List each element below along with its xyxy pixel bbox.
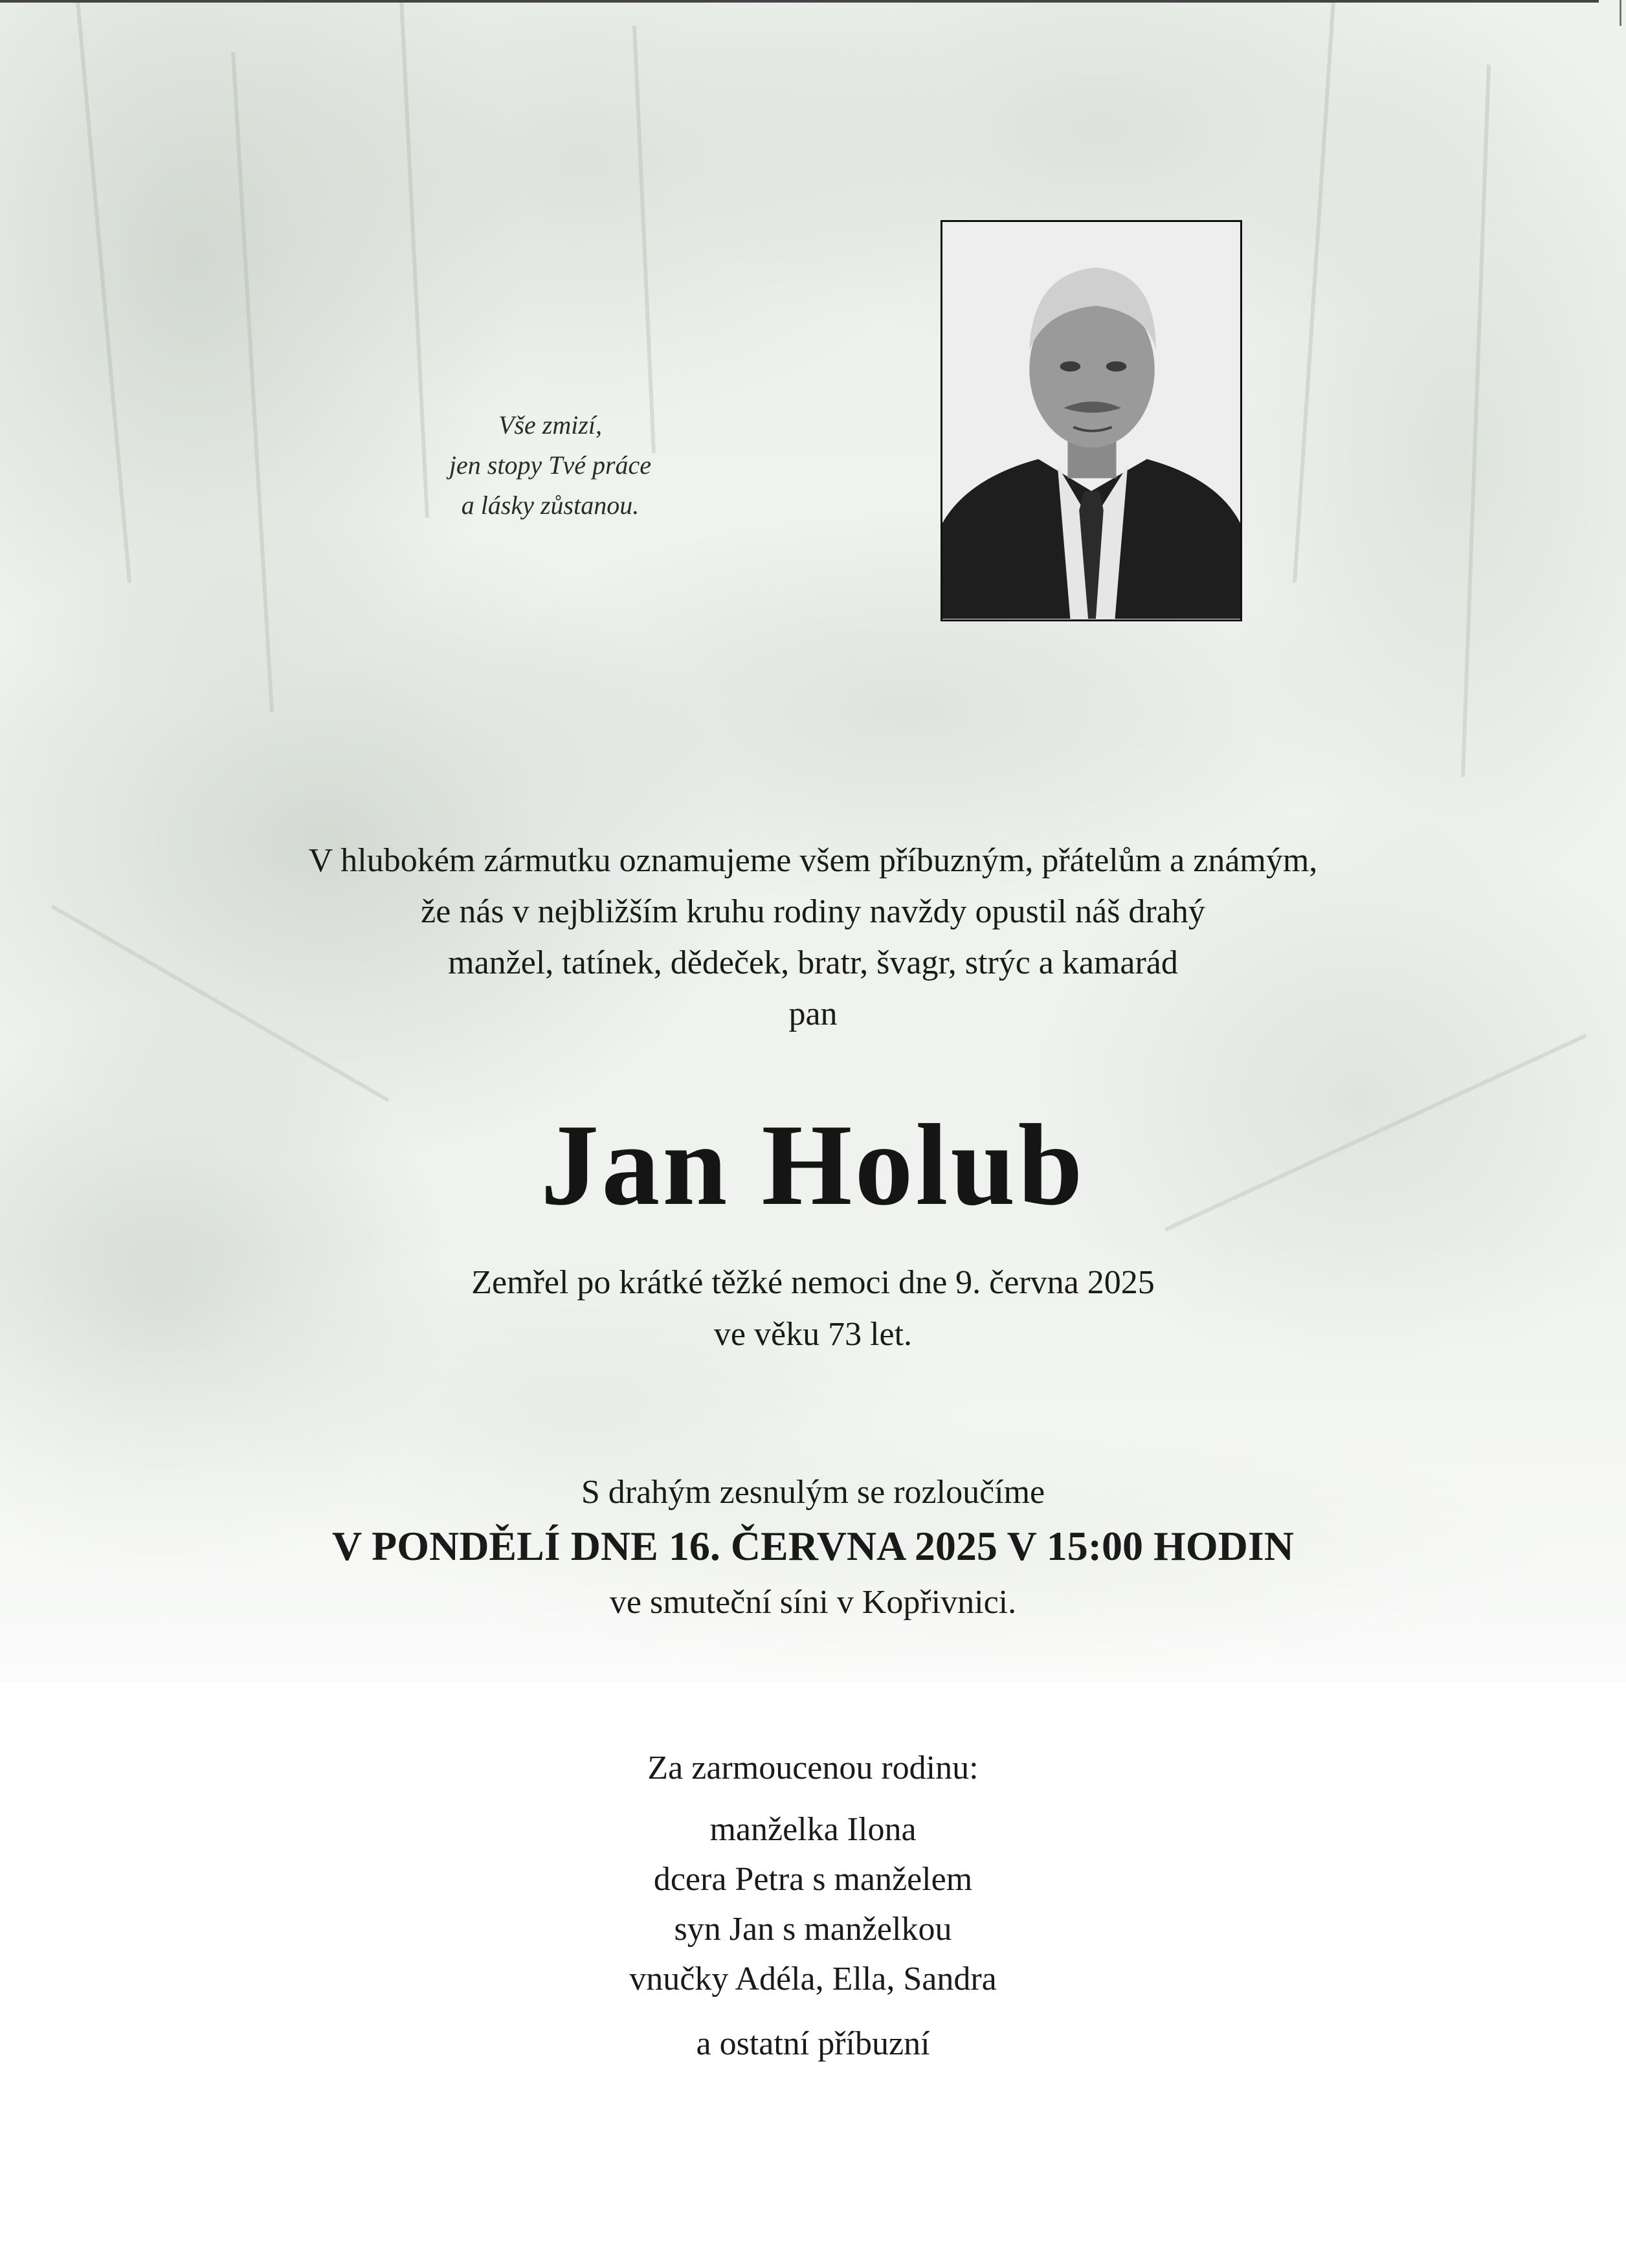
announcement-line: pan — [788, 995, 838, 1032]
farewell-location: ve smuteční síni v Kopřivnici. — [609, 1584, 1017, 1621]
announcement-text — [0, 835, 1626, 1040]
family-member: dcera Petra s manželem — [653, 1861, 973, 1898]
farewell-date-time: V PONDĚLÍ DNE 16. ČERVNA 2025 V 15:00 HODIN — [332, 1523, 1294, 1569]
scan-edge-mark — [1620, 0, 1621, 26]
portrait-photo-icon — [942, 222, 1240, 619]
memorial-quote — [362, 405, 738, 526]
family-member: syn Jan s manželkou — [674, 1911, 952, 1948]
deceased-name: Jan Holub — [540, 1100, 1086, 1229]
portrait-photo — [941, 220, 1242, 621]
death-line: Zemřel po krátké těžké nemoci dne 9. června 2025 — [471, 1264, 1155, 1301]
announcement-line: manžel, tatínek, dědeček, bratr, švagr, strýc a kamarád — [448, 944, 1178, 981]
family-member: manželka Ilona — [709, 1811, 917, 1848]
top-border-rule — [0, 0, 1599, 3]
quote-line: Vše zmizí, — [498, 410, 602, 439]
announcement-line: V hlubokém zármutku oznamujeme všem příbuzným, přátelům a známým, — [308, 842, 1318, 879]
quote-line: jen stopy Tvé práce — [449, 450, 652, 480]
family-others: a ostatní příbuzní — [696, 2025, 930, 2062]
announcement-line: že nás v nejbližším kruhu rodiny navždy opustil náš drahý — [421, 893, 1205, 930]
quote-line: a lásky zůstanou. — [461, 491, 640, 520]
family-members — [0, 1805, 1626, 2004]
death-line: ve věku 73 let. — [713, 1316, 913, 1353]
family-member: vnučky Adéla, Ella, Sandra — [629, 1961, 997, 1997]
farewell-intro: S drahým zesnulým se rozloučíme — [581, 1474, 1045, 1511]
family-label: Za zarmoucenou rodinu: — [647, 1750, 979, 1786]
death-details — [0, 1257, 1626, 1361]
